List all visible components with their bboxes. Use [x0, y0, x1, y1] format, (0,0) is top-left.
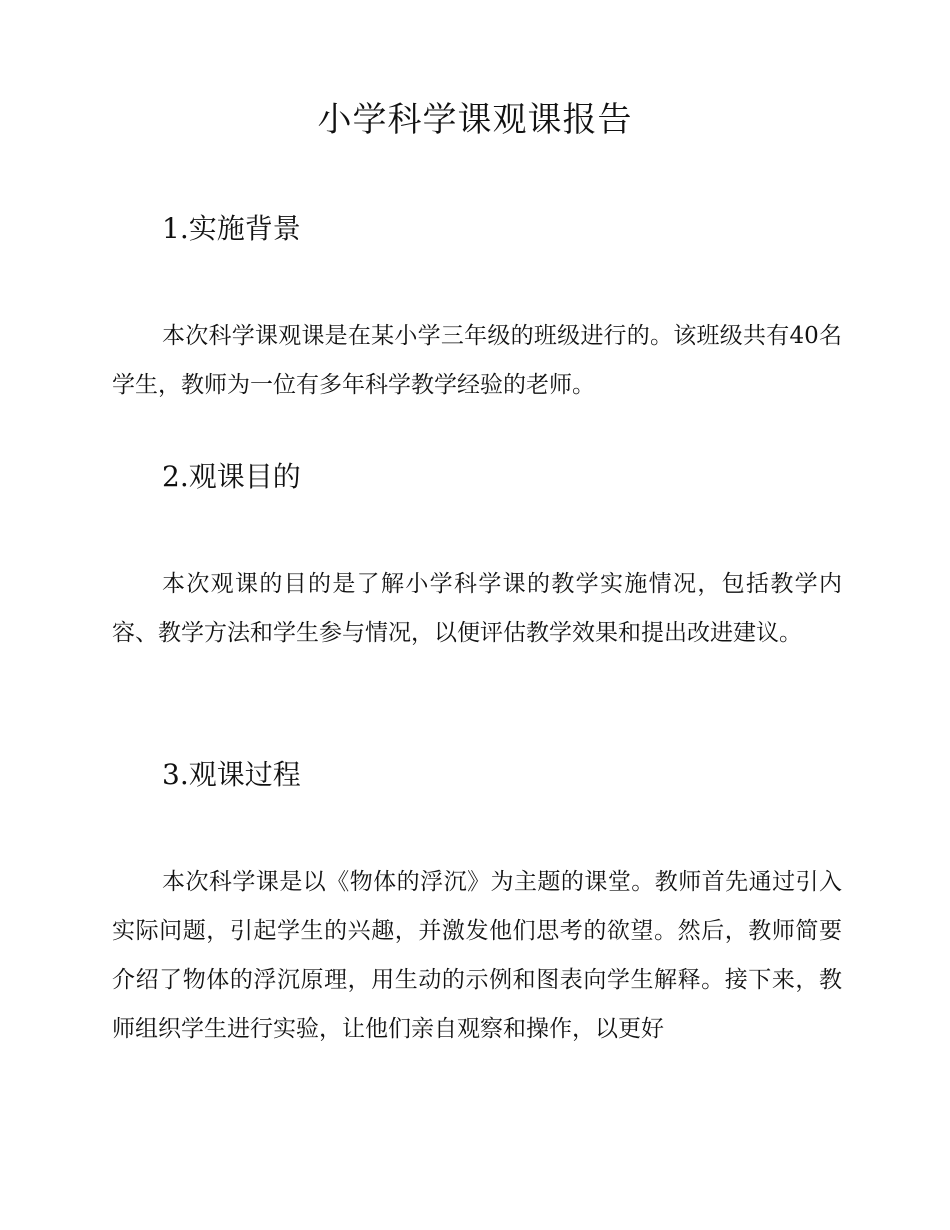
section-paragraph-background: 本次科学课观课是在某小学三年级的班级进行的。该班级共有40名学生，教师为一位有多年科学教学经验的老师。	[112, 323, 842, 398]
section-heading-background: 1.实施背景	[162, 212, 301, 245]
section-heading-process: 3.观课过程	[162, 758, 301, 791]
section-paragraph-process: 本次科学课是以《物体的浮沉》为主题的课堂。教师首先通过引入实际问题，引起学生的兴趣，并激发他们思考的欲望。然后，教师简要介绍了物体的浮沉原理，用生动的示例和图表向学生解释。接下来，教师组织学生进行实验，让他们亲自观察和操作，以更好	[112, 869, 842, 1042]
section-heading-purpose: 2.观课目的	[162, 460, 301, 493]
document-title: 小学科学课观课报告	[317, 100, 633, 140]
section-paragraph-purpose: 本次观课的目的是了解小学科学课的教学实施情况，包括教学内容、教学方法和学生参与情况，以便评估教学效果和提出改进建议。	[112, 571, 842, 646]
